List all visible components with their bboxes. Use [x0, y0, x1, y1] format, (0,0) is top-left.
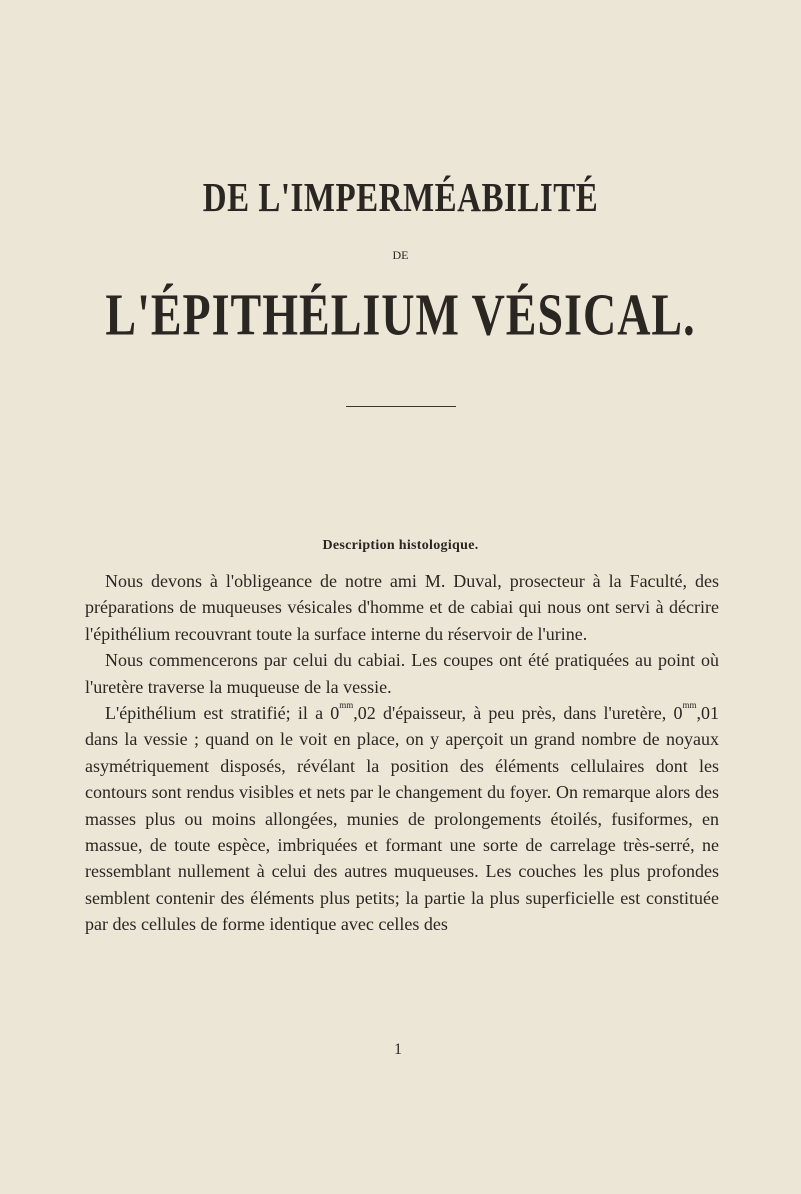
title-connector: DE — [392, 248, 409, 262]
paragraph-1: Nous devons à l'obligeance de notre ami M. Duval, prosecteur à la Faculté, des préparations de muqueuses vésicales d'homme et de cabiai qui nous ont servi à décrire l'épithélium recouvrant toute la surface interne du réservoir de l'urine. — [85, 571, 719, 644]
paragraph-3-part-1: L'épithélium est stratifié; il a 0 — [105, 703, 340, 724]
section-heading: Description histologique. — [322, 538, 479, 553]
unit-superscript-1: mm — [339, 700, 354, 711]
paragraph-3-part-2: ,02 d'épaisseur, à peu près, dans l'uretère, 0 — [353, 703, 683, 724]
paragraph-2: Nous commencerons par celui du cabiai. Les coupes ont été pratiquées au point où l'uretère traverse la muqueuse de la vessie. — [85, 650, 719, 697]
unit-superscript-2: mm — [682, 700, 697, 711]
paragraph-3-part-3: ,01 dans la vessie ; quand on le voit en place, on y aperçoit un grand nombre de noyaux asymétriquement disposés, révélant la position des éléments cellulaires dont les contours sont rendus visibles et nets par le changement du foyer. On remarque alors des masses plus ou moins allongées, munies de prolongements étoilés, fusiformes, en massue, de toute espèce, imbriquées et formant une sorte de carrelage très-serré, ne ressemblant nullement à celui des autres muqueuses. Les couches les plus profondes semblent contenir des éléments plus petits; la partie la plus superficielle est constituée par des cellules de forme identique avec celles des — [85, 703, 719, 935]
body-text — [85, 568, 719, 938]
page-number: 1 — [394, 1041, 402, 1058]
paragraph-3 — [85, 700, 719, 938]
title-divider — [346, 406, 456, 407]
title-line-2: L'ÉPITHÉLIUM VÉSICAL. — [105, 281, 696, 348]
title-line-1: DE L'IMPERMÉABILITÉ — [202, 176, 599, 221]
